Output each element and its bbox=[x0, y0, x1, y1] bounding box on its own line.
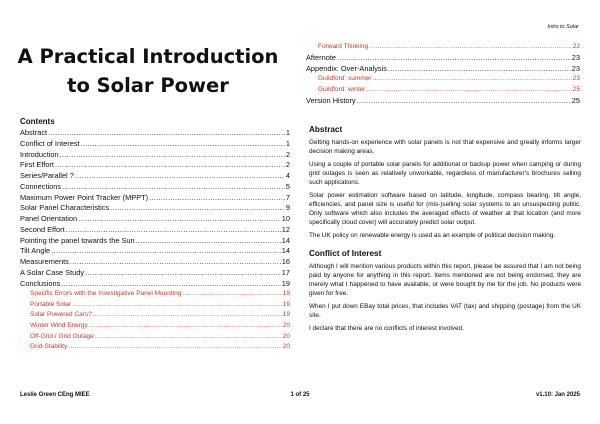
toc-entry[interactable] bbox=[306, 53, 580, 64]
toc-left-column bbox=[20, 128, 290, 353]
toc-entry-label: Off-Grid / Grid Outage bbox=[30, 332, 94, 340]
toc-dot-leader bbox=[61, 279, 281, 290]
toc-dot-leader bbox=[78, 214, 281, 225]
title-line-1: A Practical Introduction bbox=[17, 45, 279, 68]
toc-entry-label: Pointing the panel towards the Sun bbox=[20, 235, 135, 245]
toc-entry-page: 19 bbox=[282, 300, 290, 308]
toc-entry-page: 22 bbox=[572, 43, 580, 50]
toc-subentry[interactable] bbox=[306, 42, 580, 53]
toc-subentry[interactable] bbox=[20, 321, 290, 332]
toc-entry-label: Afternote bbox=[306, 52, 336, 62]
toc-entry-label: Panel Orientation bbox=[20, 214, 78, 223]
toc-dot-leader bbox=[149, 193, 285, 204]
title-line-2: to Solar Power bbox=[67, 74, 229, 97]
toc-entry-page: 19 bbox=[282, 311, 290, 319]
toc-dot-leader bbox=[66, 225, 281, 236]
toc-entry-page: 23 bbox=[571, 52, 580, 62]
toc-entry-label: A Solar Case Study bbox=[20, 267, 85, 277]
toc-entry-label: Measurements bbox=[20, 257, 69, 266]
toc-dot-leader bbox=[70, 257, 281, 268]
toc-entry-page: 23 bbox=[571, 63, 580, 73]
toc-subentry[interactable] bbox=[20, 300, 290, 311]
toc-entry-label: Abstract bbox=[20, 128, 48, 137]
conflict-heading: Conflict of Interest bbox=[309, 249, 382, 258]
toc-entry[interactable] bbox=[20, 214, 290, 225]
toc-entry[interactable] bbox=[20, 160, 290, 171]
toc-dot-leader bbox=[95, 332, 282, 343]
toc-entry[interactable] bbox=[306, 64, 580, 75]
toc-entry-page: 1 bbox=[285, 138, 290, 148]
toc-entry-page: 25 bbox=[572, 86, 580, 93]
toc-entry[interactable] bbox=[20, 139, 290, 150]
toc-entry-label: Connections bbox=[20, 181, 62, 191]
toc-dot-leader bbox=[62, 182, 285, 193]
toc-entry-label: Portable Solar bbox=[30, 300, 72, 308]
document-title bbox=[17, 42, 279, 100]
toc-dot-leader bbox=[72, 300, 282, 311]
toc-dot-leader bbox=[48, 128, 285, 139]
abstract-paragraph: Solar power estimation software based on latitude, longitude, compass bearing, tilt angle, efficiencies, and panel size is useful for (mis-)selling solar systems to an unsuspecting public. Only software which also includes the averaged effects of weather at that location (and more specifically cloud cover) will accurately predict solar output. bbox=[309, 192, 581, 226]
toc-entry-label: Maximum Power Point Tracker (MPPT) bbox=[20, 192, 149, 202]
toc-dot-leader bbox=[372, 74, 571, 85]
toc-dot-leader bbox=[366, 85, 571, 96]
toc-entry-page: 4 bbox=[285, 171, 290, 180]
toc-dot-leader bbox=[357, 96, 571, 107]
toc-entry[interactable] bbox=[20, 236, 290, 247]
toc-entry-page: 12 bbox=[281, 224, 290, 234]
toc-entry-label: Specific Errors with the Investigative Panel Mounting bbox=[30, 290, 182, 298]
toc-entry-page: 14 bbox=[281, 246, 290, 256]
toc-dot-leader bbox=[182, 289, 281, 300]
toc-entry-page: 2 bbox=[285, 160, 290, 170]
toc-dot-leader bbox=[93, 310, 282, 321]
toc-entry[interactable] bbox=[20, 128, 290, 139]
toc-dot-leader bbox=[68, 342, 282, 353]
toc-subentry[interactable] bbox=[20, 342, 290, 353]
body-column bbox=[309, 124, 581, 337]
toc-dot-leader bbox=[51, 246, 281, 257]
abstract-paragraph: The UK policy on renewable energy is used as an example of political decision making. bbox=[309, 232, 556, 239]
toc-entry-label: Grid-Stability bbox=[30, 343, 68, 351]
toc-entry-label: Version History bbox=[306, 95, 356, 105]
toc-dot-leader bbox=[85, 268, 281, 279]
toc-subentry[interactable] bbox=[20, 289, 290, 300]
toc-entry-label: Forward Thinking bbox=[318, 43, 369, 50]
footer-author: Leslie Green CEng MIEE bbox=[20, 392, 90, 398]
toc-entry-page: 20 bbox=[282, 343, 290, 351]
toc-entry[interactable] bbox=[20, 268, 290, 279]
toc-entry-page: 5 bbox=[285, 181, 290, 191]
toc-entry-label: Conflict of Interest bbox=[20, 138, 80, 148]
toc-entry-label: Solar Powered Cars? bbox=[30, 311, 92, 319]
toc-entry-label: Winter Wind Energy bbox=[30, 322, 88, 330]
toc-subentry[interactable] bbox=[20, 310, 290, 321]
toc-entry-page: 1 bbox=[285, 128, 290, 137]
toc-entry-page: 20 bbox=[282, 322, 290, 330]
toc-entry[interactable] bbox=[20, 203, 290, 214]
toc-entry[interactable] bbox=[20, 257, 290, 268]
footer-version: v1.10: Jan 2025 bbox=[535, 392, 580, 398]
toc-entry-page: 10 bbox=[281, 214, 290, 223]
toc-entry-label: Guildford: winter bbox=[318, 86, 366, 93]
toc-entry-page: 7 bbox=[285, 192, 290, 202]
toc-entry-page: 14 bbox=[281, 235, 290, 245]
toc-dot-leader bbox=[55, 160, 285, 171]
toc-entry-label: Appendix: Over-Analysis bbox=[306, 63, 387, 73]
toc-entry-page: 20 bbox=[282, 332, 290, 340]
toc-dot-leader bbox=[75, 171, 285, 182]
toc-entry[interactable] bbox=[20, 246, 290, 257]
toc-entry-page: 19 bbox=[282, 290, 290, 298]
toc-entry-page: 2 bbox=[285, 149, 290, 159]
footer-page-number: 1 of 25 bbox=[290, 392, 310, 398]
toc-right-column bbox=[306, 42, 580, 107]
toc-entry[interactable] bbox=[20, 279, 290, 290]
toc-entry-label: Tilt Angle bbox=[20, 246, 51, 256]
conflict-paragraph: I declare that there are no conflicts of interest involved. bbox=[309, 325, 464, 332]
toc-entry-label: Solar Panel Characteristics bbox=[20, 203, 110, 213]
toc-entry-page: 17 bbox=[281, 267, 290, 277]
toc-entry[interactable] bbox=[20, 193, 290, 204]
toc-dot-leader bbox=[110, 203, 285, 214]
toc-subentry[interactable] bbox=[306, 74, 580, 85]
toc-dot-leader bbox=[388, 64, 571, 75]
conflict-paragraph: Although I will mention various products within this report, please be assured that I am not being paid by anyone for anything in this report. Items mentioned are not being endorsed, they are merely what I happened to have available, or were bought by me for the job. No products were given for free. bbox=[309, 263, 581, 297]
toc-entry-label: Guildford: summer bbox=[318, 75, 372, 83]
toc-dot-leader bbox=[60, 150, 285, 161]
toc-entry-page: 9 bbox=[285, 203, 290, 213]
toc-dot-leader bbox=[337, 53, 571, 64]
abstract-paragraph: Using a couple of portable solar panels for additional or backup power when camping or during grid outages is seen as relatively unworkable, regardless of manufacturer's brochures selling such applications. bbox=[309, 161, 581, 186]
toc-entry[interactable] bbox=[20, 225, 290, 236]
conflict-paragraph: When I put down EBay total prices, that includes VAT (tax) and shipping (postage) from the UK site. bbox=[309, 303, 581, 319]
toc-entry[interactable] bbox=[20, 171, 290, 182]
toc-subentry[interactable] bbox=[306, 85, 580, 96]
toc-entry-label: Second Effort bbox=[20, 224, 65, 234]
toc-dot-leader bbox=[89, 321, 282, 332]
toc-entry-page: 19 bbox=[281, 278, 290, 288]
toc-entry-page: 23 bbox=[572, 75, 580, 83]
abstract-paragraph: Getting hands-on experience with solar panels is not that expensive and greatly informs larger decision making areas. bbox=[309, 139, 581, 155]
toc-dot-leader bbox=[369, 42, 572, 53]
toc-entry[interactable] bbox=[306, 96, 580, 107]
toc-entry[interactable] bbox=[20, 182, 290, 193]
toc-subentry[interactable] bbox=[20, 332, 290, 343]
toc-entry-page: 16 bbox=[281, 257, 290, 266]
toc-entry-label: Series/Parallel ? bbox=[20, 171, 74, 180]
running-header: Intro to Solar bbox=[547, 24, 579, 30]
toc-entry-label: Introduction bbox=[20, 149, 59, 159]
abstract-heading: Abstract bbox=[309, 125, 343, 134]
contents-heading: Contents bbox=[20, 117, 55, 126]
toc-dot-leader bbox=[81, 139, 285, 150]
toc-entry[interactable] bbox=[20, 150, 290, 161]
toc-entry-label: First Effort bbox=[20, 160, 54, 170]
toc-entry-page: 25 bbox=[571, 95, 580, 105]
toc-dot-leader bbox=[136, 236, 281, 247]
toc-entry-label: Conclusions bbox=[20, 278, 61, 288]
